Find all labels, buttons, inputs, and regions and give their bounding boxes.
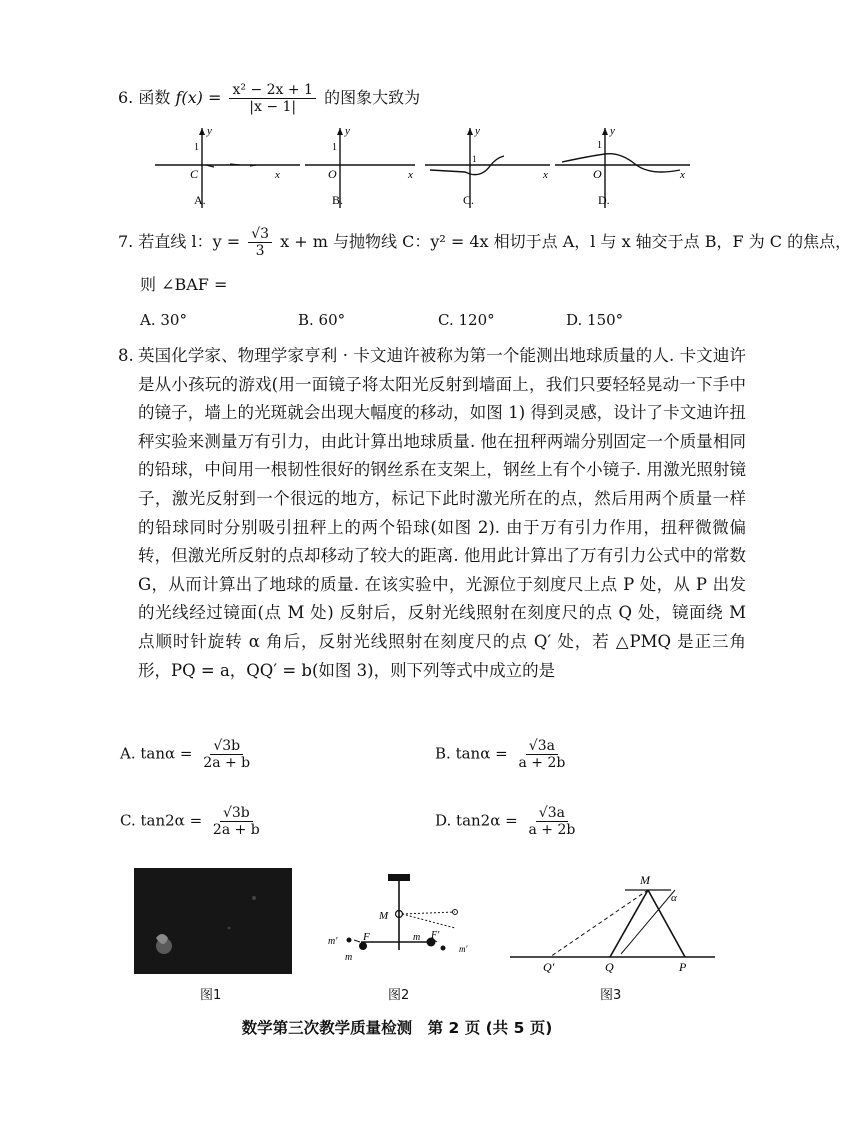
option-func: tanα = xyxy=(140,744,193,763)
q8-option-a xyxy=(120,738,256,771)
question-number: 6. xyxy=(118,88,134,107)
label-F: F xyxy=(363,931,370,943)
one-label: 1 xyxy=(194,142,199,153)
fraction-numerator: √3 xyxy=(248,226,272,243)
question-text: 若直线 l：y = xyxy=(138,232,241,251)
option-func: tanα = xyxy=(455,744,508,763)
origin-label: O xyxy=(328,167,337,181)
label-P: P xyxy=(679,960,687,974)
question-7-line2: 则 ∠BAF = xyxy=(140,275,228,294)
fraction-numerator: √3a xyxy=(526,738,558,755)
label-m: m xyxy=(345,952,353,963)
one-label: 1 xyxy=(597,140,602,151)
figure-3-caption: 图3 xyxy=(600,988,622,1003)
one-label: 1 xyxy=(472,154,477,164)
option-letter: A. xyxy=(194,193,206,207)
arrow-up-icon xyxy=(199,128,205,135)
page-footer: 数学第三次教学质量检测 第 2 页 (共 5 页) xyxy=(241,1019,553,1037)
option-c: C. 120° xyxy=(438,311,495,329)
option-b: B. 60° xyxy=(298,311,346,329)
fraction xyxy=(248,226,272,259)
fraction-numerator: √3b xyxy=(210,738,243,755)
y-label: y xyxy=(207,125,212,137)
fraction-denominator: 2a + b xyxy=(203,755,251,771)
label-m-prime: m′ xyxy=(459,944,468,954)
fraction xyxy=(515,738,568,771)
label-alpha: α xyxy=(671,892,677,904)
lead-ball xyxy=(441,946,446,951)
photo-texture xyxy=(134,868,292,974)
figure-2-torsion-balance xyxy=(325,870,500,970)
option-label: A. xyxy=(120,744,136,763)
option-label: D. xyxy=(435,811,452,830)
y-label: y xyxy=(475,125,480,137)
option-d: D. 150° xyxy=(566,311,624,329)
question-text: 函数 xyxy=(138,88,171,107)
lead-ball xyxy=(359,942,367,950)
x-label: x xyxy=(680,169,685,181)
fraction-numerator: x² − 2x + 1 xyxy=(229,82,315,99)
figure-1-caption: 图1 xyxy=(200,988,222,1003)
segment-MQ-prime xyxy=(550,890,648,957)
option-letter: C. xyxy=(463,193,475,207)
graph-c xyxy=(425,125,550,208)
figure-1-photo xyxy=(134,868,292,974)
label-Q-prime: Q′ xyxy=(543,960,555,974)
y-label: y xyxy=(610,125,615,137)
question-7-stem xyxy=(118,226,851,259)
fraction xyxy=(229,82,315,115)
question-number: 7. xyxy=(118,232,134,251)
origin-label: O xyxy=(593,167,602,181)
fraction-denominator: 2a + b xyxy=(212,822,260,838)
laser-beam xyxy=(402,914,455,928)
q8-option-b xyxy=(435,738,571,771)
graph-a xyxy=(155,125,300,208)
fraction xyxy=(525,805,578,838)
x-label: x xyxy=(275,169,280,181)
option-label: C. xyxy=(120,811,136,830)
y-label: y xyxy=(345,125,350,137)
graph-d xyxy=(555,125,690,208)
graph-b xyxy=(305,125,415,208)
figure-2-caption: 图2 xyxy=(388,988,410,1003)
fraction-numerator: √3b xyxy=(220,805,253,822)
option-label: B. xyxy=(435,744,451,763)
label-F-prime: F′ xyxy=(431,930,440,941)
label-m-prime: m′ xyxy=(328,936,338,947)
function-expression: f(x) = xyxy=(175,88,222,107)
fraction-denominator: a + 2b xyxy=(518,755,566,771)
option-a: A. 30° xyxy=(140,311,187,329)
question-number: 8. xyxy=(118,346,134,365)
support-bar xyxy=(388,874,410,881)
question-text: x + m 与抛物线 C：y² = 4x 相切于点 A，l 与 x 轴交于点 B，F 为 C 的焦点， xyxy=(280,232,851,251)
q8-option-d xyxy=(435,805,581,838)
option-func: tan2α = xyxy=(456,811,518,830)
question-text: 的图象大致为 xyxy=(324,88,421,107)
x-label: x xyxy=(543,169,548,181)
q6-graph-options xyxy=(150,120,710,215)
option-func: tan2α = xyxy=(140,811,203,830)
fraction-denominator: 3 xyxy=(255,243,265,259)
question-8-text: 英国化学家、物理学家亨利 · 卡文迪许被称为第一个能测出地球质量的人. 卡文迪许是从小孩玩的游戏(用一面镜子将太阳光反射到墙面上，我们只要轻轻晃动一下手中的镜子，墙上的光斑就会出现大幅度的移动，如图 1) 得到灵感，设计了卡文迪许扭秤实验来测量万有引力，由此计算出地球质量. 他在扭秤两端分别固定一个质量相同的铅球，中间用一根韧性很好的钢丝系在支架上，钢丝上有个小镜子. 用激光照射镜子，激光反射到一个很远的地方，标记下此时激光所在的点，然后用两个质量一样的铅球同时分别吸引扭秤上的两个铅球(如图 2). 由于万有引力作用，扭秤微微偏转，但激光所反射的点却移动了较大的距离. 他用此计算出了万有引力公式中的常数 G，从而计算出了地球的质量. 在该实验中，光源位于刻度尺上点 P 处，从 P 出发的光线经过镜面(点 M 处) 反射后，反射光线照射在刻度尺的点 Q 处，镜面绕 M 点顺时针旋转 α 角后，反射光线照射在刻度尺的点 Q′ 处，若 △PMQ 是正三角形，PQ = a，QQ′ = b(如图 3)，则下列等式中成立的是 xyxy=(138,346,746,680)
fraction xyxy=(200,738,253,771)
label-Q: Q xyxy=(605,960,614,974)
segment-MQ xyxy=(610,890,648,957)
one-label: 1 xyxy=(332,142,337,153)
fraction-denominator: a + 2b xyxy=(528,822,576,838)
option-letter: D. xyxy=(598,193,610,207)
figure-3-geometry xyxy=(505,870,725,975)
lead-ball xyxy=(347,938,352,943)
arrow-up-icon xyxy=(602,128,608,135)
label-m: m xyxy=(413,932,421,943)
fraction-denominator: |x − 1| xyxy=(249,99,297,115)
option-letter: B. xyxy=(332,193,344,207)
fraction-numerator: √3a xyxy=(536,805,568,822)
fraction xyxy=(210,805,263,838)
q8-option-c xyxy=(120,805,266,838)
curve xyxy=(562,154,680,172)
laser-beam xyxy=(402,912,455,914)
label-M: M xyxy=(379,910,389,922)
arrow-up-icon xyxy=(337,128,343,135)
question-6-stem xyxy=(118,82,420,115)
label-M: M xyxy=(640,873,650,887)
x-label: x xyxy=(408,169,413,181)
origin-label: C xyxy=(190,167,199,181)
arrow-up-icon xyxy=(467,128,473,135)
